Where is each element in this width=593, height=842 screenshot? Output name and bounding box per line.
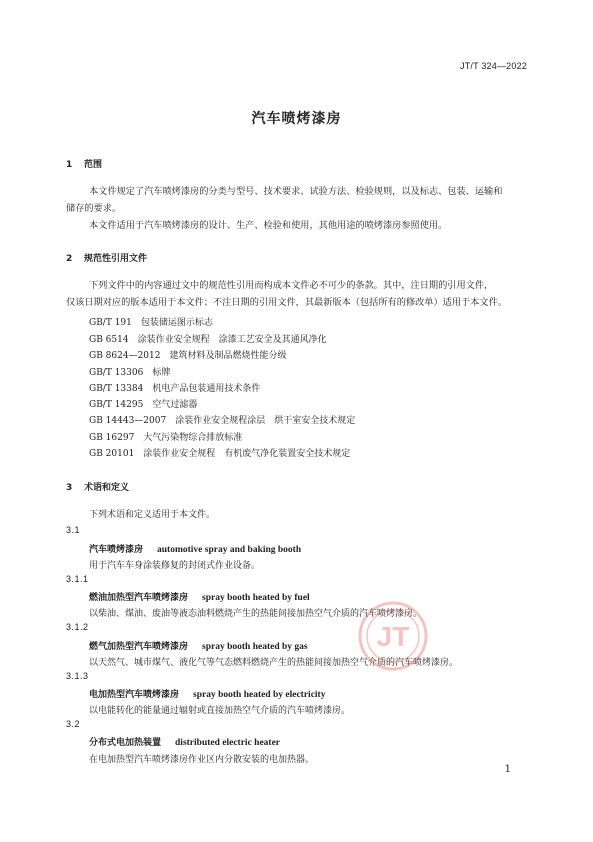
section-title: 规范性引用文件 [84,254,148,264]
term-number: 3.1.1 [66,574,89,584]
term-definition: 用于汽车车身涂装修复的封闭式作业设备。 [89,561,261,571]
term-chinese: 燃油加热型汽车喷烤漆房 [89,593,189,603]
term-entry [89,687,325,700]
term-entry [89,590,310,603]
term-number: 3.1.3 [66,671,89,681]
section-number: 1 [66,160,73,170]
section-number: 3 [66,483,73,493]
term-entry [89,735,280,748]
document-title: 汽车喷烤漆房 [251,111,342,127]
term-number: 3.2 [66,719,81,729]
text-line: 储存的要求。 [66,203,122,214]
page-number: 1 [504,764,511,775]
term-english: automotive spray and baking booth [157,545,302,555]
term-definition: 以柴油、煤油、废油等液态油料燃烧产生的热能间接加热空气介质的汽车喷烤漆房。 [89,609,423,619]
section-number: 2 [66,254,73,264]
section-3-heading [66,480,129,493]
reference-item: GB 8624—2012 建筑材料及制品燃烧性能分级 [89,351,287,361]
term-number: 3.1 [66,525,81,535]
term-definition: 以天然气、城市煤气、液化气等气态燃料燃烧产生的热能间接加热空气介质的汽车喷烤漆房。 [89,658,459,668]
term-entry [89,542,301,555]
term-chinese: 电加热型汽车喷烤漆房 [89,690,180,700]
section-1-heading [66,157,102,170]
term-chinese: 分布式电加热装置 [89,738,162,748]
svg-text:JT: JT [376,621,410,652]
section-2-heading [66,251,147,264]
document-code: JT/T 324—2022 [460,61,527,71]
reference-item: GB 16297 大气污染物综合排放标准 [89,433,243,443]
section-title: 范围 [84,160,103,170]
term-english: spray booth heated by gas [202,642,308,652]
reference-item: GB 14443—2007 涂装作业安全规程涂层 烘干室安全技术规定 [89,416,356,426]
section-1-paragraph-1 [66,183,527,217]
jt-watermark-stamp [357,600,429,672]
term-chinese: 汽车喷烤漆房 [89,545,144,555]
section-title: 术语和定义 [84,483,130,493]
text-line: 本文件规定了汽车喷烤漆房的分类与型号、技术要求、试验方法、检验规则，以及标志、包装、运输和 [89,186,503,197]
term-number: 3.1.2 [66,622,89,632]
reference-item: GB 20101 涂装作业安全规程 有机废气净化装置安全技术规定 [89,449,351,459]
term-english: spray booth heated by fuel [202,593,310,603]
section-3-intro: 下列术语和定义适用于本文件。 [89,510,216,520]
term-chinese: 燃气加热型汽车喷烤漆房 [89,642,189,652]
jt-logo-icon [357,600,429,672]
term-definition: 在电加热型汽车喷烤漆房作业区内分散安装的电加热器。 [89,755,315,765]
reference-item: GB/T 14295 空气过滤器 [89,400,198,410]
reference-item: GB/T 13384 机电产品包装通用技术条件 [89,384,261,394]
term-english: spray booth heated by electricity [193,690,326,700]
reference-item: GB/T 13306 标牌 [89,368,171,378]
section-1-paragraph-2 [66,217,527,234]
reference-item: GB/T 191 包装储运图示标志 [89,318,213,328]
term-definition: 以电能转化的能量通过辐射或直接加热空气介质的汽车喷烤漆房。 [89,706,351,716]
text-line: 本文件适用于汽车喷烤漆房的设计、生产、检验和使用，其他用途的喷烤漆房参照使用。 [89,220,448,231]
text-line: 仅该日期对应的版本适用于本文件；不注日期的引用文件，其最新版本（包括所有的修改单）适用于本文件。 [66,297,507,308]
reference-item: GB 6514 涂装作业安全规程 涂漆工艺安全及其通风净化 [89,335,327,345]
term-english: distributed electric heater [175,738,281,748]
text-line: 下列文件中的内容通过文中的规范性引用而构成本文件必不可少的条款。其中，注日期的引用文件， [89,280,494,291]
section-2-paragraph [66,277,527,311]
term-entry [89,639,308,652]
